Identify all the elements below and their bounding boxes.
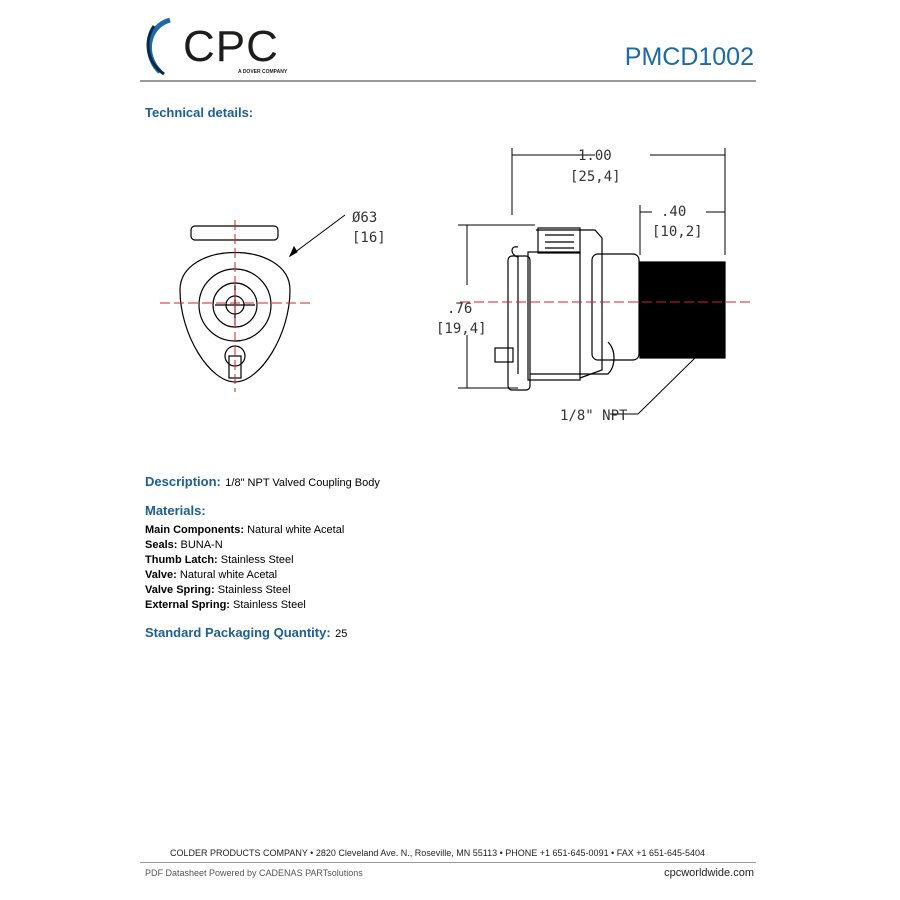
side-view xyxy=(495,228,725,390)
list-item: Valve: Natural white Acetal xyxy=(145,569,278,581)
front-view-centerlines xyxy=(160,220,310,392)
header-divider xyxy=(140,80,756,82)
dim-diameter: Ø63 xyxy=(352,210,378,226)
thread-callout: 1/8" NPT xyxy=(560,408,628,424)
dim-length-mm: [25,4] xyxy=(570,169,621,185)
footer-divider xyxy=(140,862,756,863)
dim-height: .76 xyxy=(447,301,473,317)
description-row xyxy=(145,473,380,491)
list-item: Main Components: Natural white Acetal xyxy=(145,524,345,536)
list-item: External Spring: Stainless Steel xyxy=(145,599,306,611)
part-number: PMCD1002 xyxy=(624,43,754,71)
technical-drawing xyxy=(140,130,760,450)
dim-length: 1.00 xyxy=(578,148,612,164)
materials-list xyxy=(145,523,344,613)
packaging-row xyxy=(145,624,347,642)
dim-diameter-mm: [16] xyxy=(352,230,386,246)
technical-details-heading: Technical details: xyxy=(145,105,254,120)
list-item: Seals: BUNA-N xyxy=(145,539,223,551)
company-address-line: COLDER PRODUCTS COMPANY • 2820 Cleveland Ave. N., Roseville, MN 55113 • PHONE +1 651-645-0091 • FAX +1 651-645-5404 xyxy=(170,848,706,858)
powered-by-text: PDF Datasheet Powered by CADENAS PARTsolutions xyxy=(145,868,363,878)
materials-heading: Materials: xyxy=(145,503,206,518)
list-item: Thumb Latch: Stainless Steel xyxy=(145,554,294,566)
packaging-label: Standard Packaging Quantity: xyxy=(145,625,331,640)
packaging-value: 25 xyxy=(335,628,348,640)
website-link[interactable]: cpcworldwide.com xyxy=(664,867,754,879)
logo-text: CPC xyxy=(183,22,279,71)
logo-subtext: A DOVER COMPANY xyxy=(238,69,288,75)
dim-height-mm: [19,4] xyxy=(436,321,487,337)
description-value: 1/8" NPT Valved Coupling Body xyxy=(225,477,380,489)
list-item: Valve Spring: Stainless Steel xyxy=(145,584,291,596)
dim-thread-length-mm: [10,2] xyxy=(652,224,703,240)
description-label: Description: xyxy=(145,474,221,489)
dim-thread-length: .40 xyxy=(661,204,687,220)
